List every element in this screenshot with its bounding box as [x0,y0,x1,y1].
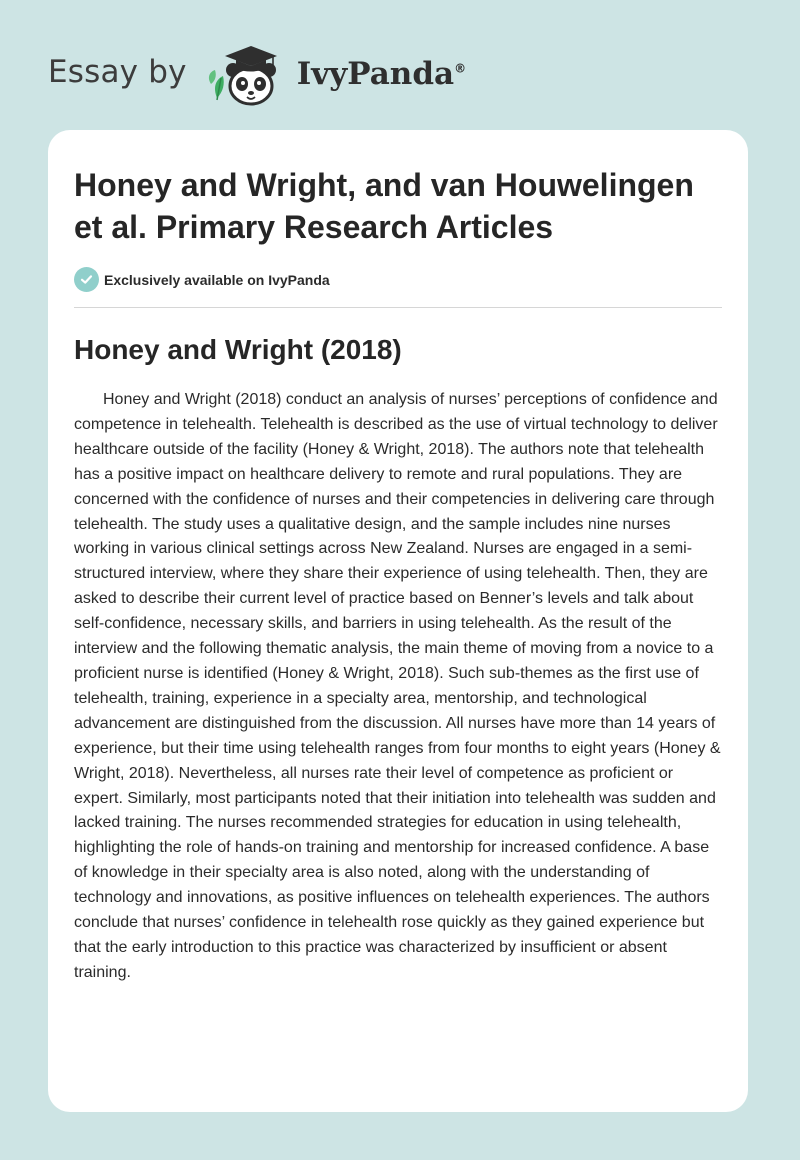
brand-header[interactable] [48,36,466,108]
exclusive-badge [74,267,722,292]
brand-name-text: IvyPanda [296,56,455,92]
check-circle-icon [74,267,99,292]
article-paragraph: Honey and Wright (2018) conduct an analysis of nurses’ perceptions of confidence and competence in telehealth. Telehealth is described as the use of virtual technology to deliver healthcare outside of the facility (Honey & Wright, 2018). The authors note that telehealth has a positive impact on healthcare delivery to remote and rural populations. They are concerned with the confidence of nurses and their competencies in delivering care through telehealth. The study uses a qualitative design, and the sample includes nine nurses working in various clinical settings across New Zealand. Nurses are engaged in a semi-structured interview, where they share their experience of using telehealth. Then, they are asked to describe their current level of practice based on Benner’s levels and talk about self-confidence, necessary skills, and barriers in using telehealth. As the result of the interview and the following thematic analysis, the main theme of moving from a novice to a proficient nurse is identified (Honey & Wright, 2018). Such sub-themes as the first use of telehealth, training, experience in a specialty area, mentorship, and technological advancement are distinguished from the discussion. All nurses have more than 14 years of experience, but their time using telehealth ranges from four months to eight years (Honey & Wright, 2018). Nevertheless, all nurses rate their level of competence as proficient or expert. Similarly, most participants noted that their initiation into telehealth was sudden and lacked training. The nurses recommended strategies for education in using telehealth, highlighting the role of hands-on training and mentorship for increased confidence. A base of knowledge in their specialty area is also noted, along with the understanding of technology and innovations, as positive influences on telehealth experiences. The authors conclude that nurses’ confidence in telehealth rose quickly as they gained experience but that the early introduction to this practice was characterized by insufficient or absent training. [74,391,721,981]
brand-prefix: Essay by [48,54,187,90]
registered-mark: ® [454,61,467,76]
article-title: Honey and Wright, and van Houwelingen et al. Primary Research Articles [74,167,694,245]
section-title: Honey and Wright (2018) [74,334,402,365]
check-mark-icon [80,273,93,286]
article-card [48,130,748,1112]
exclusive-label: Exclusively available on IvyPanda [104,271,330,288]
panda-logo-icon [203,36,295,108]
brand-name [297,56,466,92]
divider [74,307,722,308]
